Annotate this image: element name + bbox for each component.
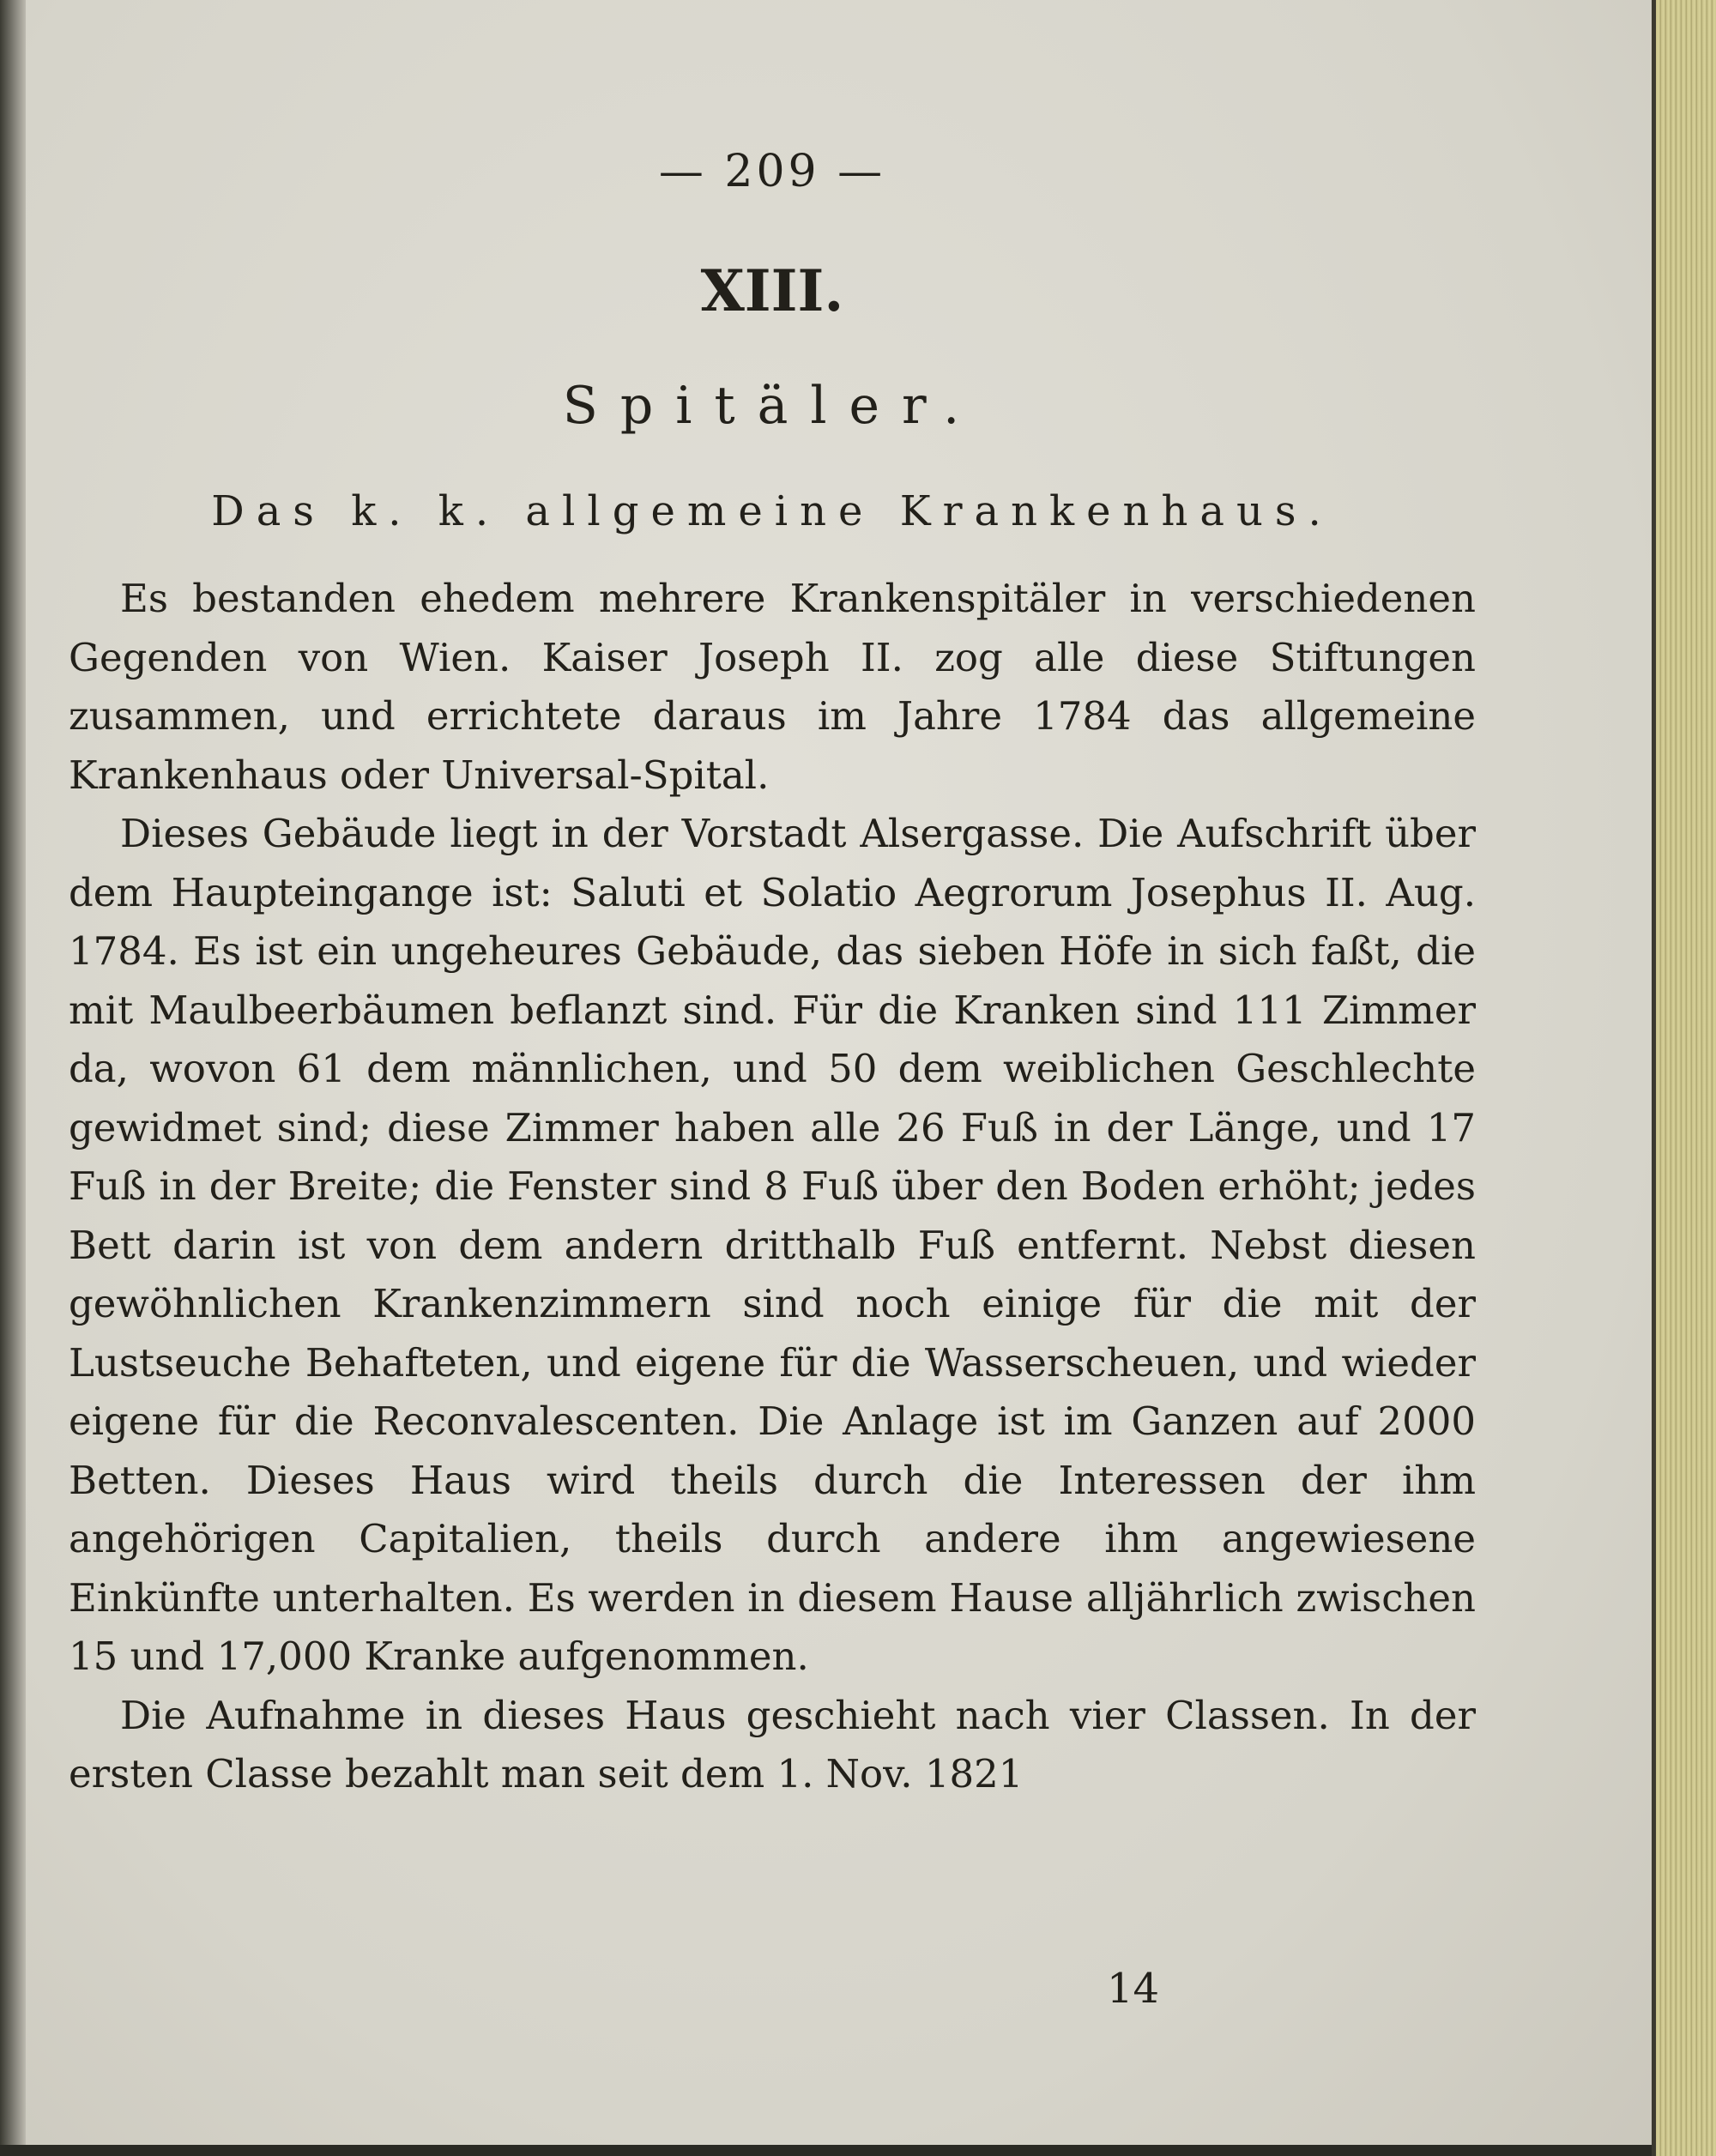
body-text [69,570,1476,1804]
chapter-number: XIII. [700,257,844,324]
paragraph: Die Aufnahme in dieses Haus geschieht nach vier Classen. In der ersten Classe bezahlt man seit dem 1. Nov. 1821 [69,1692,1476,1797]
chapter-title: Spitäler. [562,376,982,436]
paragraph: Es bestanden ehedem mehrere Krankenspitäler in verschiedenen Gegenden von Wien. Kaiser Joseph II. zog alle diese Stiftungen zusammen, und errichtete daraus im Jahre 1784 das allgemeine Krankenhaus oder Universal-Spital. [69,576,1476,798]
signature-mark: 14 [1107,1965,1160,2013]
paragraph: Dieses Gebäude liegt in der Vorstadt Alsergasse. Die Aufschrift über dem Haupteingange ist: Saluti et Solatio Aegrorum Josephus II. Aug. 1784. Es ist ein ungeheures Gebäude, das sieben Höfe in sich faßt, die mit Maulbeerbäumen beflanzt sind. Für die Kranken sind 111 Zimmer da, wovon 61 dem männlichen, und 50 dem weiblichen Geschlechte gewidmet sind; diese Zimmer haben alle 26 Fuß in der Länge, und 17 Fuß in der Breite; die Fenster sind 8 Fuß über den Boden erhöht; jedes Bett darin ist von dem andern dritthalb Fuß entfernt. Nebst diesen gewöhnlichen Krankenzimmern sind noch einige für die mit der Lustseuche Behafteten, und eigene für die Wasserscheuen, und wieder eigene für die Reconvalescenten. Die Anlage ist im Ganzen auf 2000 Betten. Dieses Haus wird theils durch die Interessen der ihm angehörigen Capitalien, theils durch andere ihm angewiesene Einkünfte unterhalten. Es werden in diesem Hause alljährlich zwischen 15 und 17,000 Kranke aufgenommen. [69,811,1476,1679]
book-edge [1656,0,1716,2156]
page-gutter [0,0,26,2145]
page-number: — 209 — [658,146,886,197]
section-title: Das k. k. allgemeine Krankenhaus. [211,487,1333,535]
page-content [69,146,1476,1804]
